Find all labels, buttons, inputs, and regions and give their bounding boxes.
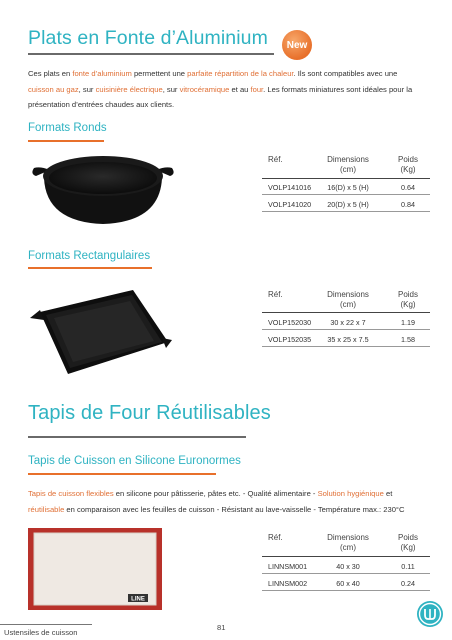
page-title: Plats en Fonte d’Aluminium xyxy=(28,27,268,49)
table-row-dim: 60 x 40 xyxy=(336,579,360,588)
tapis-heading-rule xyxy=(28,436,246,438)
table-header-line xyxy=(262,312,430,313)
brand-logo-icon xyxy=(416,600,444,628)
col-poids-header: Poids (Kg) xyxy=(397,290,418,309)
table-row-dim: 40 x 30 xyxy=(336,562,360,571)
table-row-ref: VOLP152035 xyxy=(268,335,312,344)
table-row-line xyxy=(262,211,430,212)
title-rule xyxy=(28,53,274,55)
table-row-ref: LINNSM002 xyxy=(268,579,308,588)
table-row-line xyxy=(262,194,430,195)
table-row-ref: VOLP152030 xyxy=(268,318,312,327)
table-row-line xyxy=(262,346,430,347)
section-title-tapis: Tapis de Cuisson en Silicone Euronormes xyxy=(28,455,241,467)
table-row-line xyxy=(262,573,430,574)
new-badge: New xyxy=(282,30,312,60)
section-rule-rect xyxy=(28,267,152,269)
table-header-line xyxy=(262,556,430,557)
section-heading-tapis: Tapis de Four Réutilisables xyxy=(28,402,271,424)
page-number: 81 xyxy=(217,623,226,632)
intro-paragraph: Ces plats en fonte d’aluminium permettent une parfaite répartition de la chaleur. Ils sont compatibles avec une cuisson au gaz, sur cuisinière électrique, sur vitrocéramique et au four. Les formats miniatures sont idéales pour la présentation d’entrées chaudes aux clients. xyxy=(28,69,413,109)
table-row-ref: VOLP141020 xyxy=(268,200,312,209)
footer-category: Ustensiles de cuisson xyxy=(4,628,78,637)
table-row-ref: LINNSM001 xyxy=(268,562,308,571)
section-rule-ronds xyxy=(28,140,104,142)
footer-rule xyxy=(0,624,92,625)
col-dim-header: Dimensions (cm) xyxy=(327,290,369,309)
table-row-poids: 1.19 xyxy=(401,318,415,327)
col-poids-header: Poids (Kg) xyxy=(397,155,418,174)
col-dim-header: Dimensions (cm) xyxy=(327,155,369,174)
col-poids-header: Poids (Kg) xyxy=(397,533,418,552)
col-ref-header: Réf. xyxy=(268,290,283,299)
rect-pan-image xyxy=(28,282,173,382)
table-row-ref: VOLP141016 xyxy=(268,183,312,192)
round-pan-image xyxy=(28,146,178,232)
table-row-poids: 0.11 xyxy=(401,562,415,571)
table-row-dim: 20(D) x 5 (H) xyxy=(327,200,369,209)
mat-label: LINE xyxy=(131,596,145,603)
col-ref-header: Réf. xyxy=(268,155,283,164)
table-row-dim: 30 x 22 x 7 xyxy=(330,318,366,327)
table-row-poids: 1.58 xyxy=(401,335,415,344)
table-row-poids: 0.24 xyxy=(401,579,415,588)
table-row-line xyxy=(262,590,430,591)
section-title-ronds: Formats Ronds xyxy=(28,122,107,134)
tapis-description: Tapis de cuisson flexibles en silicone pour pâtisserie, pâtes etc. - Qualité alimentaire - Solution hygiénique et réutilisable en comparaison avec les feuilles de cuisson - Résistant au lave-vaisselle - Température max.: 230°C xyxy=(28,489,405,514)
section-title-rect: Formats Rectangulaires xyxy=(28,250,151,262)
table-row-dim: 16(D) x 5 (H) xyxy=(327,183,369,192)
table-row-poids: 0.64 xyxy=(401,183,415,192)
table-row-poids: 0.84 xyxy=(401,200,415,209)
table-row-dim: 35 x 25 x 7.5 xyxy=(327,335,369,344)
silicone-mat-image xyxy=(28,528,162,610)
col-ref-header: Réf. xyxy=(268,533,283,542)
col-dim-header: Dimensions (cm) xyxy=(327,533,369,552)
table-header-line xyxy=(262,178,430,179)
section-rule-tapis xyxy=(28,473,216,475)
table-row-line xyxy=(262,329,430,330)
